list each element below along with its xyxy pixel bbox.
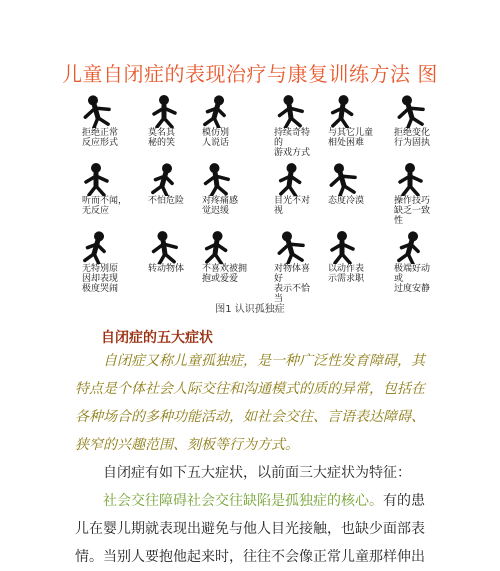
article-title: 儿童自闭症的表现治疗与康复训练方法 图 <box>62 62 438 86</box>
symptom-caption: 转动物体 <box>148 264 185 274</box>
person-pictogram-icon <box>196 162 236 196</box>
symptom-cell-14 <box>134 228 192 294</box>
symptom-caption: 不喜欢被拥 抱或爱爱 <box>202 264 248 284</box>
symptom-cell-13 <box>74 228 132 294</box>
symptom-cell-11 <box>320 160 378 226</box>
body-text: 有的患儿在婴儿期就表现出避免与他人目光接触，也缺少面部表情。当别人要抱他起来时，往往不会像正常儿童那样伸出 <box>75 493 425 565</box>
social-paragraph <box>75 487 425 571</box>
symptom-cell-4 <box>260 92 318 158</box>
symptom-cell-8 <box>134 160 192 226</box>
section-title: 自闭症的五大症状 <box>101 330 213 346</box>
symptom-cell-6 <box>380 92 438 158</box>
person-pictogram-icon <box>76 230 116 264</box>
person-pictogram-icon <box>390 94 430 128</box>
person-pictogram-icon <box>196 230 236 264</box>
symptom-cell-12 <box>380 160 438 226</box>
symptom-caption: 莫名其 秘的笑 <box>148 128 176 148</box>
symptom-caption: 以动作表 示需求职 <box>328 264 365 284</box>
symptom-caption: 拒绝正常 反应形式 <box>82 128 119 148</box>
person-pictogram-icon <box>390 230 430 264</box>
person-pictogram-icon <box>270 162 310 196</box>
symptom-caption: 对物体喜好 表示不恰当 <box>274 264 311 304</box>
symptom-cell-7 <box>74 160 132 226</box>
symptom-cell-16 <box>260 228 318 304</box>
symptom-cell-9 <box>194 160 252 226</box>
symptom-cell-17 <box>320 228 378 294</box>
symptom-caption: 模仿别 人说话 <box>202 128 230 148</box>
symptom-caption: 持续奇特的 游戏方式 <box>274 128 311 158</box>
symptom-cell-15 <box>194 228 252 294</box>
highlight-text: 社会交往障碍社会交往缺陷是孤独症的核心。 <box>103 493 383 509</box>
person-pictogram-icon <box>322 230 362 264</box>
symptom-cell-3 <box>194 92 252 158</box>
symptom-caption: 与其它儿童 相处困难 <box>328 128 374 148</box>
autism-symptoms-figure <box>74 92 436 304</box>
symptom-cell-1 <box>74 92 132 158</box>
figure-caption: 图1 认识孤独症 <box>215 304 285 315</box>
person-pictogram-icon <box>270 230 310 264</box>
symptom-caption: 极端好动或 过度安静 <box>394 264 431 294</box>
symptom-caption: 拒绝变化 行为固执 <box>394 128 431 148</box>
person-pictogram-icon <box>390 162 430 196</box>
symptom-caption: 态度冷漠 <box>328 196 365 206</box>
person-pictogram-icon <box>144 94 184 128</box>
person-pictogram-icon <box>270 94 310 128</box>
symptom-intro: 自闭症有如下五大症状，以前面三大症状为特征： <box>103 465 411 481</box>
symptom-caption: 操作技巧 缺乏一致性 <box>394 196 431 226</box>
symptom-caption: 不怕危险 <box>148 196 185 206</box>
symptom-cell-2 <box>134 92 192 158</box>
person-pictogram-icon <box>144 162 184 196</box>
symptom-caption: 无特别原 因却表现 极度哭闹 <box>82 264 119 294</box>
symptom-cell-10 <box>260 160 318 226</box>
symptom-cell-18 <box>380 228 438 294</box>
symptom-cell-5 <box>320 92 378 158</box>
person-pictogram-icon <box>196 94 236 128</box>
person-pictogram-icon <box>322 162 362 196</box>
person-pictogram-icon <box>144 230 184 264</box>
symptom-caption: 目光不对视 <box>274 196 311 216</box>
person-pictogram-icon <box>76 162 116 196</box>
intro-paragraph: 自闭症又称儿童孤独症，是一种广泛性发育障碍，其特点是个体社会人际交往和沟通模式的质的异常，包括在各种场合的多种功能活动，如社会交往、言语表达障碍、狭窄的兴趣范围、刻板等行为方式。 <box>75 353 425 453</box>
symptom-caption: 对疼痛感 觉迟缓 <box>202 196 239 216</box>
person-pictogram-icon <box>322 94 362 128</box>
person-pictogram-icon <box>76 94 116 128</box>
symptom-caption: 听而不闻， 无反应 <box>82 196 128 216</box>
